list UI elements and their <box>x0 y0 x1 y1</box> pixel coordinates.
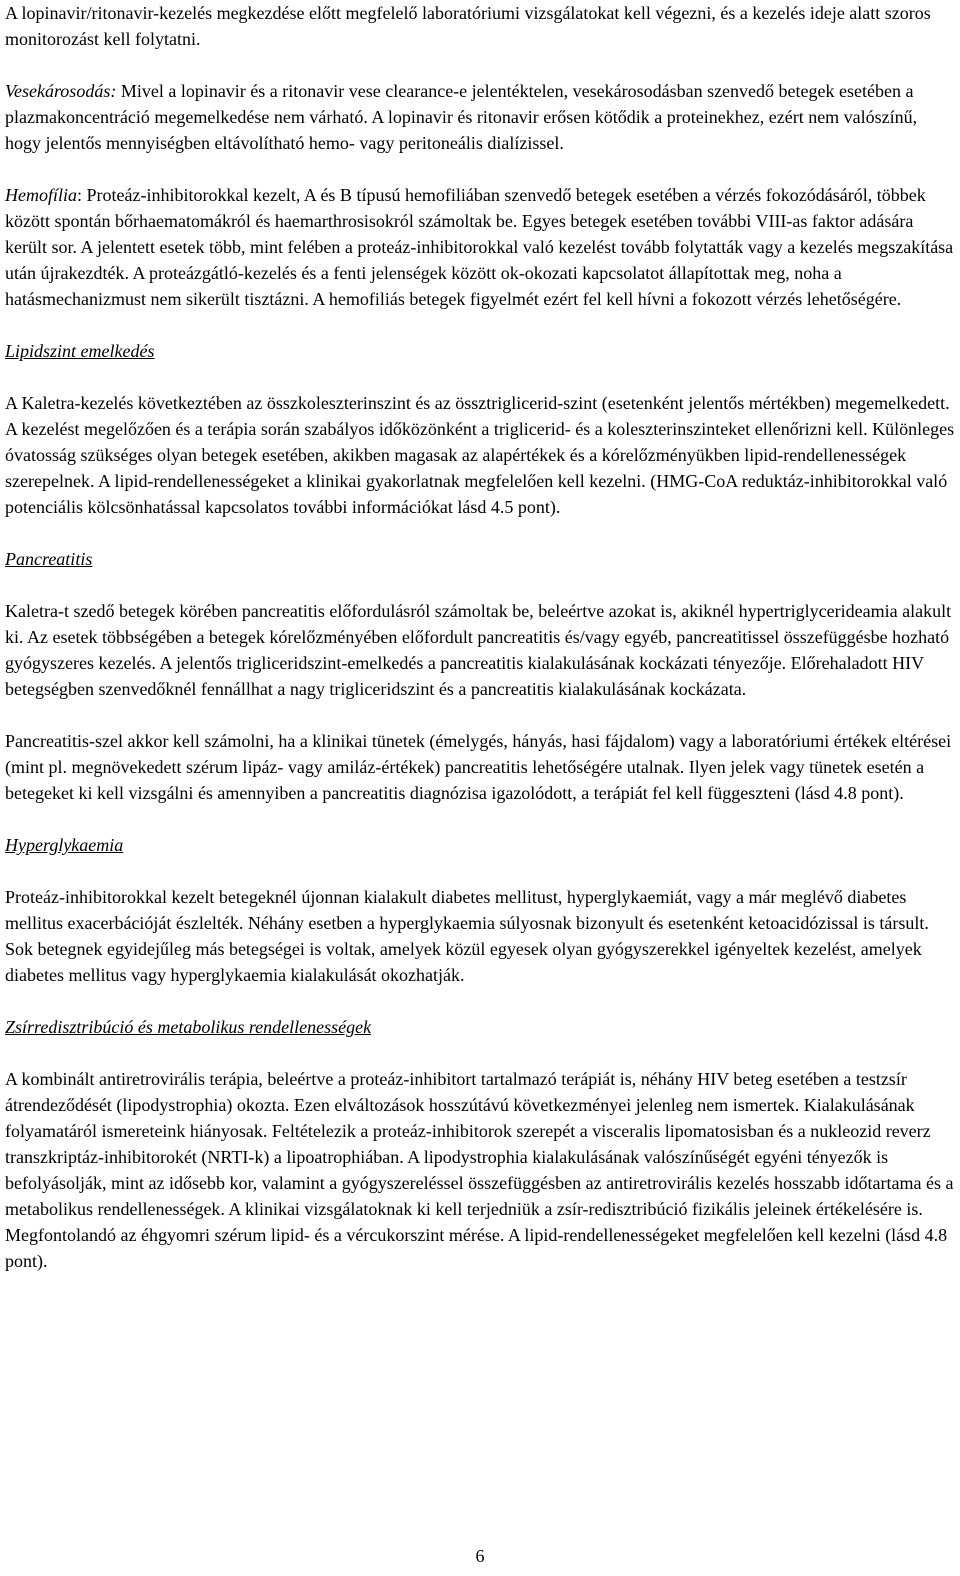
renal-impairment-text: Mivel a lopinavir és a ritonavir vese clearance-e jelentéktelen, vesekárosodásban szenvedő betegek esetében a plazmakoncentráció megemelkedése nem várható. A lopinavir és ritonavir erősen kötődik a proteinekhez, ezért nem valószínű, hogy jelentős mennyiségben eltávolítható hemo- vagy peritoneális dialízissel. <box>5 81 918 153</box>
lipid-paragraph: A Kaletra-kezelés következtében az összkoleszterinszint és az össztriglicerid-szint (esetenként jelentős mértékben) megemelkedett. A kezelést megelőzően és a terápia során szabályos időközönként a triglicerid- és a koleszterinszinteket ellenőrizni kell. Különleges óvatosság szükséges olyan betegek esetében, akikben magasak az alapértékek és a kórelőzményükben lipid-rendellenességek szerepelnek. A lipid-rendellenességeket a klinikai gyakorlatnak megfelelően kell kezelni. (HMG-CoA reduktáz-inhibitorokkal való potenciális kölcsönhatással kapcsolatos további információkat lásd 4.5 pont). <box>5 393 955 517</box>
fat-redistribution-heading: Zsírredisztribúció és metabolikus rendellenességek <box>5 1017 372 1037</box>
hyperglycaemia-paragraph: Proteáz-inhibitorokkal kezelt betegeknél újonnan kialakult diabetes mellitust, hyperglykaemiát, vagy a már meglévő diabetes mellitus exacerbációját észlelték. Néhány esetben a hyperglykaemia súlyosnak bizonyult és esetenként ketoacidózissal is társult. Sok betegnek egyidejűleg más betegségei is voltak, amelyek közül egyesek olyan gyógyszerekkel igényeltek kezelést, amelyek diabetes mellitus vagy hyperglykaemia kialakulását okozhatják. <box>5 887 929 985</box>
hyperglycaemia-heading: Hyperglykaemia <box>5 835 124 855</box>
haemophilia-label: Hemofília <box>5 185 77 205</box>
pancreatitis-heading: Pancreatitis <box>5 549 93 569</box>
document-page <box>5 0 955 1274</box>
haemophilia-paragraph <box>5 182 955 312</box>
renal-impairment-paragraph <box>5 78 955 156</box>
fat-redistribution-paragraph: A kombinált antiretrovirális terápia, beleértve a proteáz-inhibitort tartalmazó terápiát is, néhány HIV beteg esetében a testzsír átrendeződését (lipodystrophia) okozta. Ezen elváltozások hosszútávú következményei jelenleg nem ismertek. Kialakulásának folyamatáról ismereteink hiányosak. Feltételezik a proteáz-inhibitorok szerepét a visceralis lipomatosisban és a nukleozid reverz transzkriptáz-inhibitorokét (NRTI-k) a lipoatrophiában. A lipodystrophia kialakulásának valószínűségét egyéni tényezők is befolyásolják, mint az idősebb kor, valamint a gyógyszereléssel összefüggésben az antiretrovirális kezelés hosszabb időtartama és a metabolikus rendellenességek. A klinikai vizsgálatoknak ki kell terjedniük a zsír-redisztribúció fizikális jeleinek értékelésére is. Megfontolandó az éhgyomri szérum lipid- és a vércukorszint mérése. A lipid-rendellenességeket megfelelően kell kezelni (lásd 4.8 pont). <box>5 1069 954 1271</box>
lipid-heading: Lipidszint emelkedés <box>5 341 155 361</box>
intro-paragraph: A lopinavir/ritonavir-kezelés megkezdése előtt megfelelő laboratóriumi vizsgálatokat kell végezni, és a kezelés ideje alatt szoros monitorozást kell folytatni. <box>5 3 931 49</box>
pancreatitis-paragraph-1: Kaletra-t szedő betegek körében pancreatitis előfordulásról számoltak be, beleértve azokat is, akiknél hypertriglycerideamia alakult ki. Az esetek többségében a betegek kórelőzményében előfordult pancreatitis és/vagy egyéb, pancreatitissel összefüggésbe hozható gyógyszeres kezelés. A jelentős trigliceridszint-emelkedés a pancreatitis kialakulásának kockázati tényezője. Előrehaladott HIV betegségben szenvedőknél fennállhat a nagy trigliceridszint és a pancreatitis kialakulásának kockázata. <box>5 601 952 699</box>
pancreatitis-paragraph-2: Pancreatitis-szel akkor kell számolni, ha a klinikai tünetek (émelygés, hányás, hasi fájdalom) vagy a laboratóriumi értékek eltérései (mint pl. megnövekedett szérum lipáz- vagy amiláz-értékek) pancreatitis lehetőségére utalnak. Ilyen jelek vagy tünetek esetén a betegeket ki kell vizsgálni és amennyiben a pancreatitis diagnózisa igazolódott, a terápiát fel kell függeszteni (lásd 4.8 pont). <box>5 731 952 803</box>
renal-impairment-label: Vesekárosodás: <box>5 81 117 101</box>
page-number: 6 <box>475 1546 485 1566</box>
haemophilia-text: : Proteáz-inhibitorokkal kezelt, A és B típusú hemofiliában szenvedő betegek esetében a vérzés fokozódásáról, többek között spontán bőrhaematomákról és haemarthrosisokról számoltak be. Egyes betegek esetében további VIII-as faktor adására került sor. A jelentett esetek több, mint felében a proteáz-inhibitorokkal való kezelést tovább folytatták vagy a kezelés megszakítása után újrakezdték. A proteázgátló-kezelés és a fenti jelenségek között ok-okozati kapcsolatot állapítottak meg, noha a hatásmechanizmust nem sikerült tisztázni. A hemofiliás betegek figyelmét ezért fel kell hívni a fokozott vérzés lehetőségére. <box>5 185 954 309</box>
